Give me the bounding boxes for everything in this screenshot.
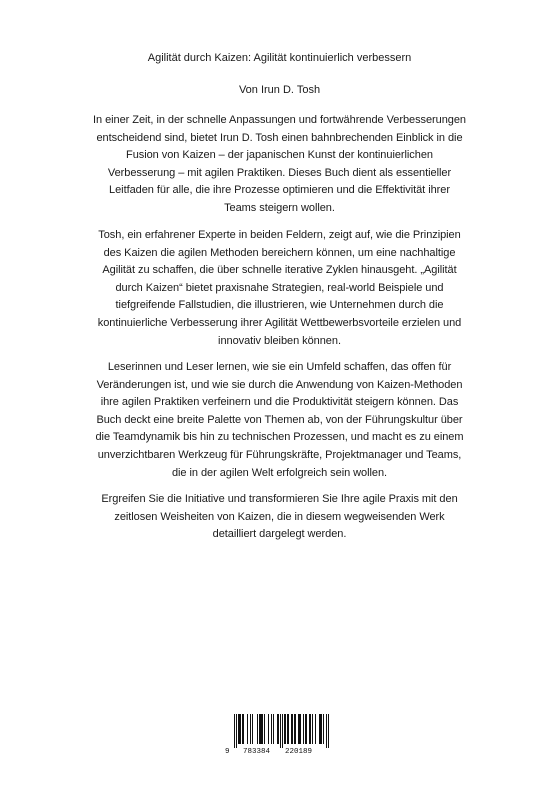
blurb-paragraph-2: Tosh, ein erfahrener Experte in beiden Feldern, zeigt auf, wie die Prinzipien des Kaizen die agilen Methoden bereichern können, um eine nachhaltige Agilität zu schaffen, die über schnelle iterative Zyklen hinausgeht. „Agilität durch Kaizen“ bietet praxisnahe Strategien, real-world Beispiele und tiefgreifende Fallstudien, die illustrieren, wie Unternehmen durch die kontinuierliche Verbesserung ihrer Agilität Wettbewerbsvorteile erzielen und innovativ bleiben können.: [97, 229, 462, 347]
barcode-bar: [303, 714, 304, 744]
barcode-bar: [260, 714, 261, 744]
barcode-bar: [287, 714, 288, 744]
barcode-bar: [280, 714, 281, 748]
barcode-bar: [247, 714, 248, 744]
barcode-bar: [285, 714, 286, 744]
barcode-bar: [278, 714, 279, 744]
barcode-bar: [242, 714, 243, 744]
barcode-bar: [284, 714, 285, 744]
barcode-bar: [268, 714, 269, 744]
barcode-bar: [288, 714, 289, 744]
blurb-paragraph-4: Ergreifen Sie die Initiative und transformieren Sie Ihre agile Praxis mit den zeitlosen Weisheiten von Kaizen, die in diesem wegweisenden Werk detailliert dargelegt werden.: [101, 493, 458, 541]
barcode-bar: [292, 714, 293, 744]
barcode-bar: [310, 714, 311, 744]
barcode-bar: [271, 714, 272, 744]
book-title: Agilität durch Kaizen: Agilität kontinuierlich verbessern: [147, 52, 412, 64]
author-line: Von Irun D. Tosh: [238, 84, 321, 96]
barcode-bar: [261, 714, 262, 744]
barcode-left-group: 783384: [243, 748, 271, 756]
blurb-paragraph-1: In einer Zeit, in der schnelle Anpassungen und fortwährende Verbesserungen entscheidend sind, bietet Irun D. Tosh einen bahnbrechenden Einblick in die Fusion von Kaizen – der japanischen Kunst der kontinuierlichen Verbesserung – mit agilen Praktiken. Dieses Buch dient als essentieller Leitfaden für alle, die ihre Prozesse optimieren und die Effektivität ihrer Teams steigern wollen.: [93, 114, 466, 214]
barcode-bar: [291, 714, 292, 744]
barcode-bars: [225, 714, 335, 748]
barcode-right-group: 220189: [285, 748, 313, 756]
barcode-bar: [273, 714, 274, 744]
barcode-bar: [277, 714, 278, 744]
barcode-bar: [300, 714, 301, 744]
barcode-first-digit: 9: [225, 748, 230, 756]
barcode-bar: [309, 714, 310, 744]
barcode-bar: [239, 714, 240, 744]
barcode-digits: [225, 746, 335, 758]
barcode-bar: [328, 714, 329, 748]
blurb-paragraph-3: Leserinnen und Leser lernen, wie sie ein Umfeld schaffen, das offen für Veränderungen ist, und wie sie durch die Anwendung von Kaizen-Methoden ihre agilen Praktiken verfeinern und die Produktivität steigern können. Das Buch deckt eine breite Palette von Themen ab, von der Führungskultur über die Teamdynamik bis hin zu technischen Prozessen, und macht es zu einem unverzichtbaren Werkzeug für Führungskräfte, Projektmanager und Teams, die in der agilen Welt erfolgreich sein wollen.: [95, 361, 464, 479]
barcode-bar: [298, 714, 299, 744]
barcode-bar: [236, 714, 237, 748]
barcode-bar: [264, 714, 265, 744]
barcode-bar: [259, 714, 260, 744]
barcode-bar: [321, 714, 322, 744]
barcode-bar: [319, 714, 320, 744]
barcode-bar: [234, 714, 235, 748]
barcode-bar: [320, 714, 321, 744]
barcode-bar: [257, 714, 258, 744]
barcode-bar: [252, 714, 253, 744]
barcode-bar: [312, 714, 313, 744]
barcode-bar: [250, 714, 251, 744]
barcode-bar: [299, 714, 300, 744]
barcode-bar: [315, 714, 316, 744]
barcode-bar: [305, 714, 306, 744]
barcode-bar: [323, 714, 324, 744]
barcode-bar: [326, 714, 327, 748]
barcode-bar: [262, 714, 263, 744]
barcode-bar: [282, 714, 283, 748]
barcode-bar: [238, 714, 239, 744]
barcode-bar: [294, 714, 295, 744]
barcode-bar: [306, 714, 307, 744]
barcode-bar: [240, 714, 241, 744]
barcode-bar: [295, 714, 296, 744]
barcode-bar: [243, 714, 244, 744]
